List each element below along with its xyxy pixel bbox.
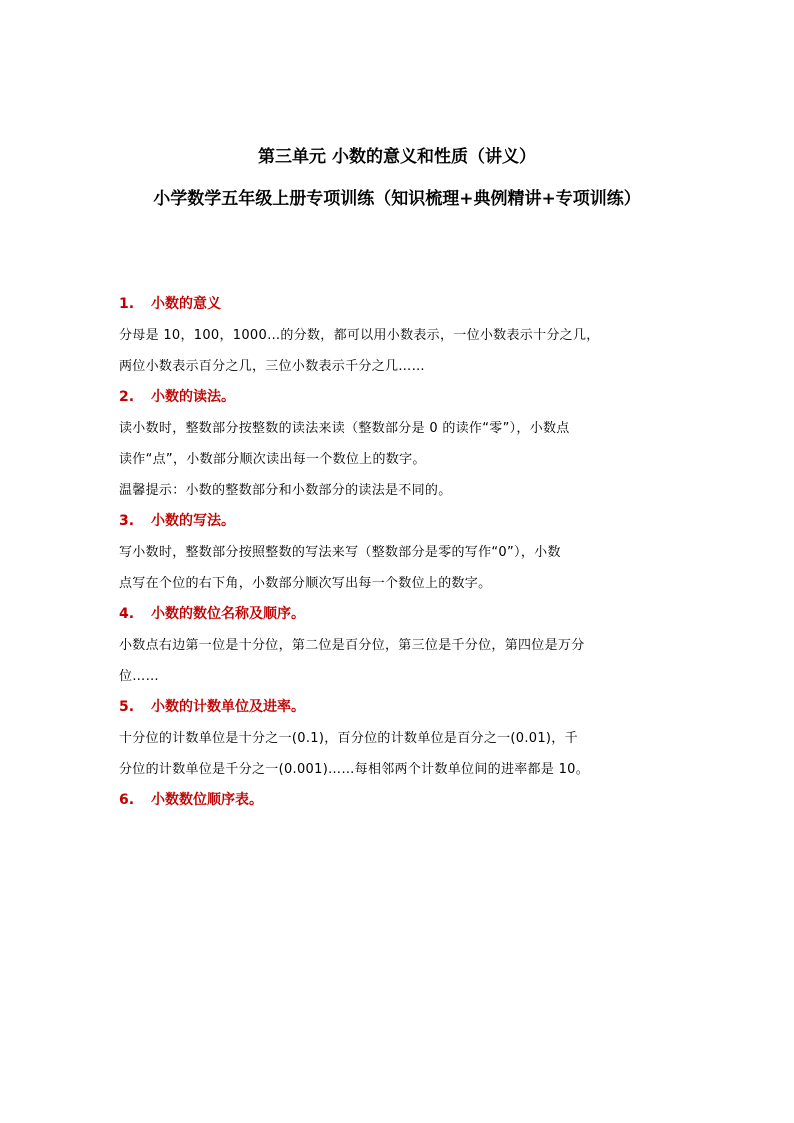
section-title: 小数的读法。: [151, 389, 235, 405]
section-heading-6: [119, 785, 689, 816]
paragraph-line: 分位的计数单位是千分之一(0.001)……每相邻两个计数单位间的进率都是 10。: [119, 762, 590, 777]
paragraph-line: 十分位的计数单位是十分之一(0.1)，百分位的计数单位是百分之一(0.01)，千: [119, 731, 578, 746]
section-number: 5.: [119, 699, 135, 715]
document-subtitle: 小学数学五年级上册专项训练（知识梳理+典例精讲+专项训练）: [153, 189, 641, 209]
section-number: 1.: [119, 296, 135, 312]
paragraph-line: 写小数时，整数部分按照整数的写法来写（整数部分是零的写作“0”），小数: [119, 545, 561, 560]
section-heading-4: [119, 599, 689, 630]
paragraph-line: 读小数时，整数部分按整数的读法来读（整数部分是 0 的读作“零”），小数点: [119, 421, 570, 436]
section-title: 小数的意义: [151, 296, 221, 312]
paragraph-line: 两位小数表示百分之几，三位小数表示千分之几……: [119, 359, 425, 374]
document-title: 第三单元 小数的意义和性质（讲义）: [258, 147, 536, 167]
content-body: [119, 289, 689, 816]
paragraph-line: 分母是 10，100，1000…的分数，都可以用小数表示，一位小数表示十分之几，: [119, 328, 600, 343]
paragraph-line: 小数点右边第一位是十分位，第二位是百分位，第三位是千分位，第四位是万分: [119, 638, 585, 653]
section-title: 小数的计数单位及进率。: [151, 699, 305, 715]
section-heading-5: [119, 692, 689, 723]
section-title: 小数的数位名称及顺序。: [151, 606, 305, 622]
paragraph-line: 位……: [119, 669, 159, 684]
section-number: 2.: [119, 389, 135, 405]
section-heading-2: [119, 382, 689, 413]
section-heading-1: [119, 289, 689, 320]
paragraph-line: 点写在个位的右下角，小数部分顺次写出每一个数位上的数字。: [119, 576, 492, 591]
section-heading-3: [119, 506, 689, 537]
section-title: 小数数位顺序表。: [151, 792, 263, 808]
section-number: 6.: [119, 792, 135, 808]
section-number: 4.: [119, 606, 135, 622]
paragraph-line: 读作“点”，小数部分顺次读出每一个数位上的数字。: [119, 452, 426, 467]
section-number: 3.: [119, 513, 135, 529]
tip-line: 温馨提示：小数的整数部分和小数部分的读法是不同的。: [119, 483, 452, 498]
section-title: 小数的写法。: [151, 513, 235, 529]
title-block: [0, 146, 794, 210]
